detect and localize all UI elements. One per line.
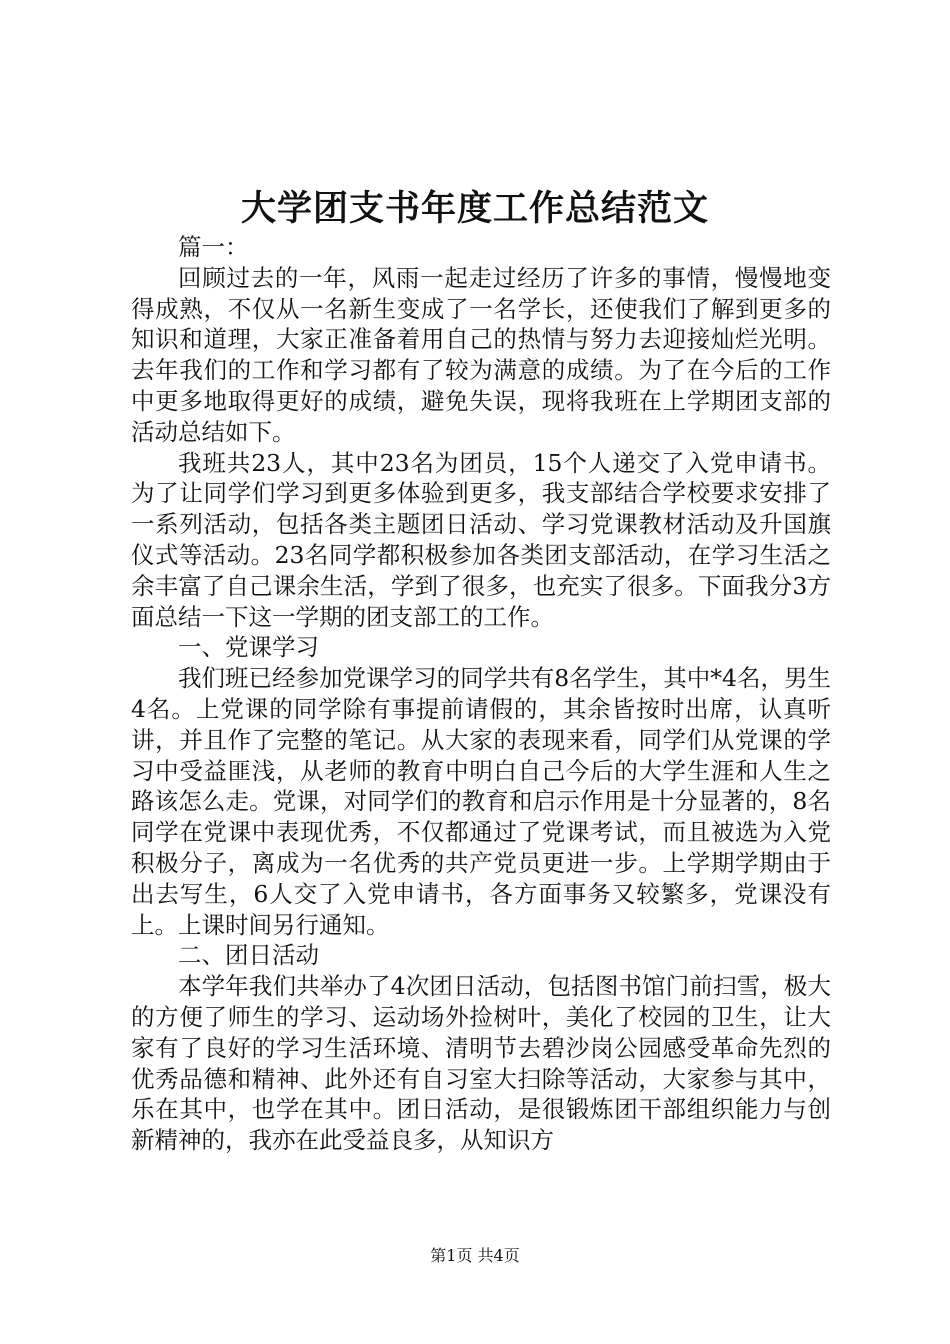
paragraph-class-overview: 我班共23人，其中23名为团员，15个人递交了入党申请书。为了让同学们学习到更多体验到更多，我支部结合学校要求安排了一系列活动，包括各类主题团日活动、学习党课教材活动及升国旗仪式等活动。23名同学都积极参加各类团支部活动，在学习生活之余丰富了自己课余生活，学到了很多，也充实了很多。下面我分3方面总结一下这一学期的团支部工的工作。	[131, 448, 831, 631]
section-heading-part-one: 篇一：	[178, 233, 249, 261]
paragraph-party-lessons: 我们班已经参加党课学习的同学共有8名学生，其中*4名，男生4名。上党课的同学除有事提前请假的，其余皆按时出席，认真听讲，并且作了完整的笔记。从大家的表现来看，同学们从党课的学习中受益匪浅，从老师的教育中明白自己今后的大学生涯和人生之路该怎么走。党课，对同学们的教育和启示作用是十分显著的，8名同学在党课中表现优秀，不仅都通过了党课考试，而且被选为入党积极分子，离成为一名优秀的共产党员更进一步。上学期学期由于出去写生，6人交了入党申请书，各方面事务又较繁多，党课没有上。上课时间另行通知。	[131, 664, 831, 939]
paragraph-league-activities: 本学年我们共举办了4次团日活动，包括图书馆门前扫雪，极大的方便了师生的学习、运动场外捡树叶，美化了校园的卫生，让大家有了良好的学习生活环境、清明节去碧沙岗公园感受革命先烈的优秀品德和精神、此外还有自习室大扫除等活动，大家参与其中，乐在其中，也学在其中。团日活动，是很锻炼团干部组织能力与创新精神的，我亦在此受益良多，从知识方	[131, 972, 831, 1155]
paragraph-review: 回顾过去的一年，风雨一起走过经历了许多的事情，慢慢地变得成熟，不仅从一名新生变成了一名学长，还使我们了解到更多的知识和道理，大家正准备着用自己的热情与努力去迎接灿烂光明。去年我们的工作和学习都有了较为满意的成绩。为了在今后的工作中更多地取得更好的成绩，避免失误，现将我班在上学期团支部的活动总结如下。	[131, 263, 831, 446]
page-number-footer: 第1页 共4页	[430, 1246, 520, 1265]
document-title: 大学团支书年度工作总结范文	[240, 188, 709, 229]
document-body	[131, 232, 831, 1156]
section-heading-league-activities: 二、团日活动	[178, 941, 319, 970]
section-heading-party-lessons: 一、党课学习	[178, 633, 319, 662]
